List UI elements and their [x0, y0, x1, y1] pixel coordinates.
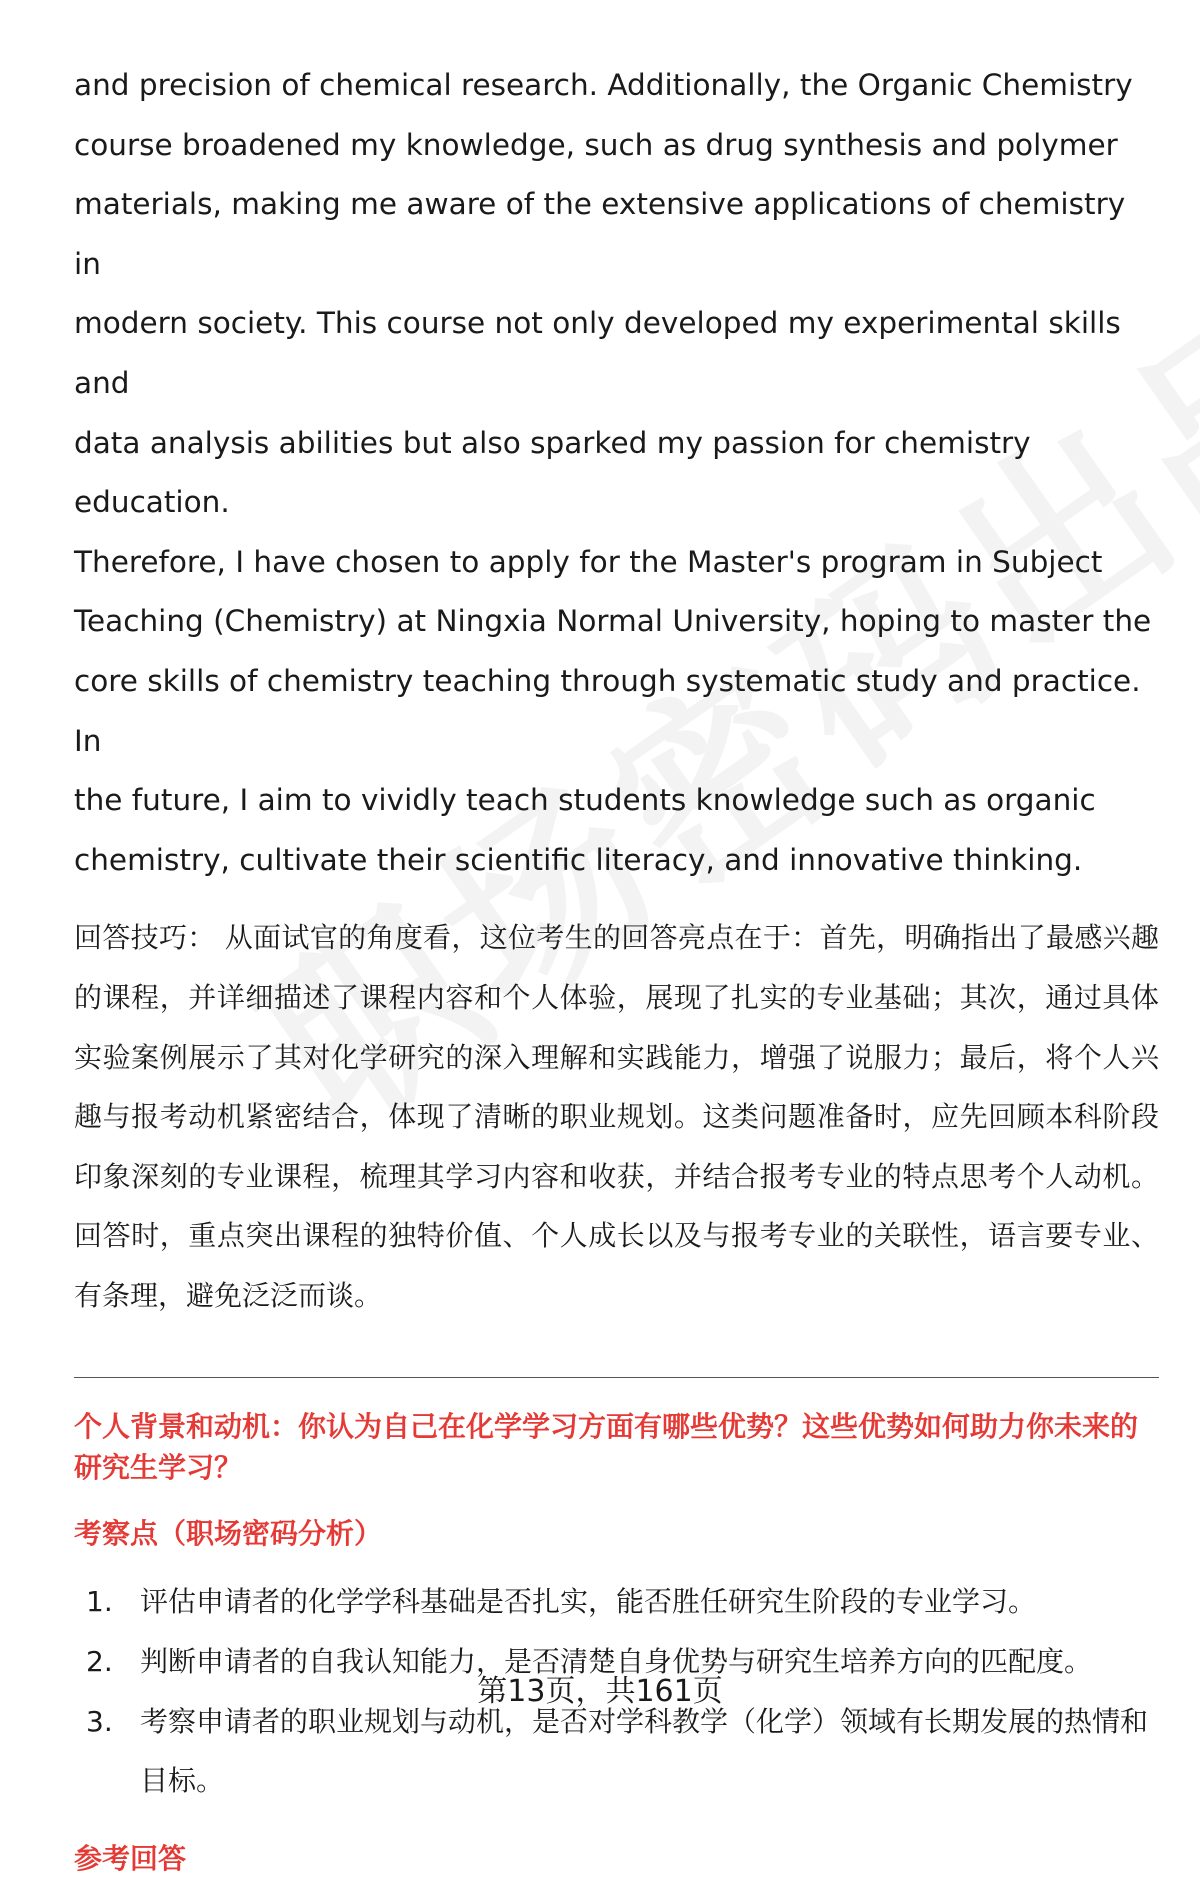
- text-line: modern society. This course not only developed my experimental skills and: [74, 306, 1121, 400]
- list-number: 3.: [86, 1704, 113, 1738]
- list-number: 1.: [86, 1585, 113, 1619]
- list-text: 评估申请者的化学学科基础是否扎实，能否胜任研究生阶段的专业学习。: [140, 1585, 1037, 1619]
- question-heading: 个人背景和动机：你认为自己在化学学习方面有哪些优势？这些优势如何助力你未来的研究生学习？: [74, 1410, 1139, 1485]
- text-line: Teaching (Chemistry) at Ningxia Normal University, hoping to master the: [74, 604, 1152, 639]
- list-item: [74, 1572, 1159, 1632]
- text-line: Therefore, I have chosen to apply for the Master's program in Subject: [74, 544, 1103, 579]
- list-text: 考察申请者的职业规划与动机，是否对学科教学（化学）领域有长期发展的热情和目标。: [140, 1704, 1149, 1798]
- text-line: and precision of chemical research. Additionally, the Organic Chemistry: [74, 68, 1133, 102]
- reference-answer-heading: 参考回答: [74, 1841, 187, 1875]
- english-paragraph: [74, 56, 1159, 890]
- answer-tips-paragraph: 回答技巧： 从面试官的角度看，这位考生的回答亮点在于：首先，明确指出了最感兴趣的课程，并详细描述了课程内容和个人体验，展现了扎实的专业基础；其次，通过具体实验案例展示了其对化学研究的深入理解和实践能力，增强了说服力；最后，将个人兴趣与报考动机紧密结合，体现了清晰的职业规划。这类问题准备时，应先回顾本科阶段印象深刻的专业课程，梳理其学习内容和收获，并结合报考专业的特点思考个人动机。回答时，重点突出课程的独特价值、个人成长以及与报考专业的关联性，语言要专业、有条理，避免泛泛而谈。: [74, 921, 1159, 1312]
- text-line: course broadened my knowledge, such as drug synthesis and polymer: [74, 127, 1118, 162]
- section-divider: [74, 1377, 1159, 1378]
- text-line: materials, making me aware of the extensive applications of chemistry in: [74, 187, 1126, 281]
- list-number: 2.: [86, 1645, 113, 1679]
- text-line: chemistry, cultivate their scientific literacy, and innovative thinking.: [74, 842, 1083, 877]
- document-page: [74, 56, 1159, 1879]
- text-line: the future, I aim to vividly teach students knowledge such as organic: [74, 783, 1096, 818]
- text-line: data analysis abilities but also sparked my passion for chemistry education.: [74, 425, 1031, 520]
- analysis-heading: 考察点（职场密码分析）: [74, 1517, 383, 1551]
- text-line: core skills of chemistry teaching through systematic study and practice. In: [74, 663, 1141, 758]
- page-number-footer: 第13页，共161页: [477, 1674, 723, 1709]
- list-text: 判断申请者的自我认知能力，是否清楚自身优势与研究生培养方向的匹配度。: [140, 1645, 1093, 1679]
